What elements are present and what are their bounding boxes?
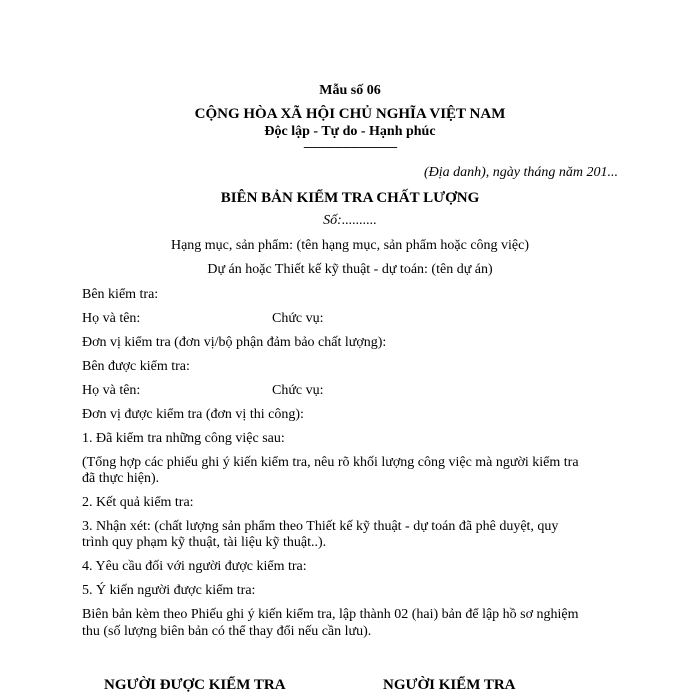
inspector-name-label: Họ và tên: xyxy=(82,311,141,326)
inspected-position-label: Chức vụ: xyxy=(272,383,324,398)
document-title: BIÊN BẢN KIỂM TRA CHẤT LƯỢNG xyxy=(220,190,480,206)
section-1-body-continued: đã thực hiện). xyxy=(82,471,160,486)
project-line: Dự án hoặc Thiết kế kỹ thuật - dự toán: (tên dự án) xyxy=(207,262,493,277)
signature-inspected-person: NGƯỜI ĐƯỢC KIỂM TRA xyxy=(104,677,286,693)
document-number: Số:.......... xyxy=(323,213,377,228)
section-3-line-2: trình quy phạm kỹ thuật, tài liệu kỹ thuật..). xyxy=(82,535,327,550)
inspected-name-label: Họ và tên: xyxy=(82,383,141,398)
form-number: Mẫu số 06 xyxy=(319,83,381,98)
item-line: Hạng mục, sản phẩm: (tên hạng mục, sản phẩm hoặc công việc) xyxy=(170,238,530,253)
place-date: (Địa danh), ngày tháng năm 201... xyxy=(423,165,618,180)
inspected-unit-label: Đơn vị được kiểm tra (đơn vị thi công): xyxy=(82,407,304,422)
section-1-body: (Tổng hợp các phiếu ghi ý kiến kiểm tra, nêu rõ khối lượng công việc mà người kiểm tra xyxy=(82,455,579,470)
motto: Độc lập - Tự do - Hạnh phúc xyxy=(264,124,436,139)
inspector-heading: Bên kiểm tra: xyxy=(82,287,159,302)
section-2-title: 2. Kết quả kiểm tra: xyxy=(82,495,194,510)
inspector-position-label: Chức vụ: xyxy=(272,311,324,326)
section-4-title: 4. Yêu cầu đối với người được kiểm tra: xyxy=(82,559,307,574)
closing-line-2: thu (số lượng biên bản có thể thay đổi nếu cần lưu). xyxy=(82,624,372,639)
motto-underline: ----------------------------------- xyxy=(303,141,397,153)
section-1-title: 1. Đã kiểm tra những công việc sau: xyxy=(82,431,285,446)
closing-line-1: Biên bản kèm theo Phiếu ghi ý kiến kiểm tra, lập thành 02 (hai) bản để lập hồ sơ nghiệm xyxy=(82,607,579,622)
inspected-heading: Bên được kiểm tra: xyxy=(82,359,190,374)
country-name: CỘNG HÒA XÃ HỘI CHỦ NGHĨA VIỆT NAM xyxy=(194,106,506,122)
inspector-unit-label: Đơn vị kiểm tra (đơn vị/bộ phận đảm bảo chất lượng): xyxy=(82,335,387,350)
signature-inspector-person: NGƯỜI KIỂM TRA xyxy=(383,677,516,693)
section-3-line-1: 3. Nhận xét: (chất lượng sản phẩm theo Thiết kế kỹ thuật - dự toán đã phê duyệt, quy xyxy=(82,519,559,534)
section-5-title: 5. Ý kiến người được kiểm tra: xyxy=(82,583,256,598)
